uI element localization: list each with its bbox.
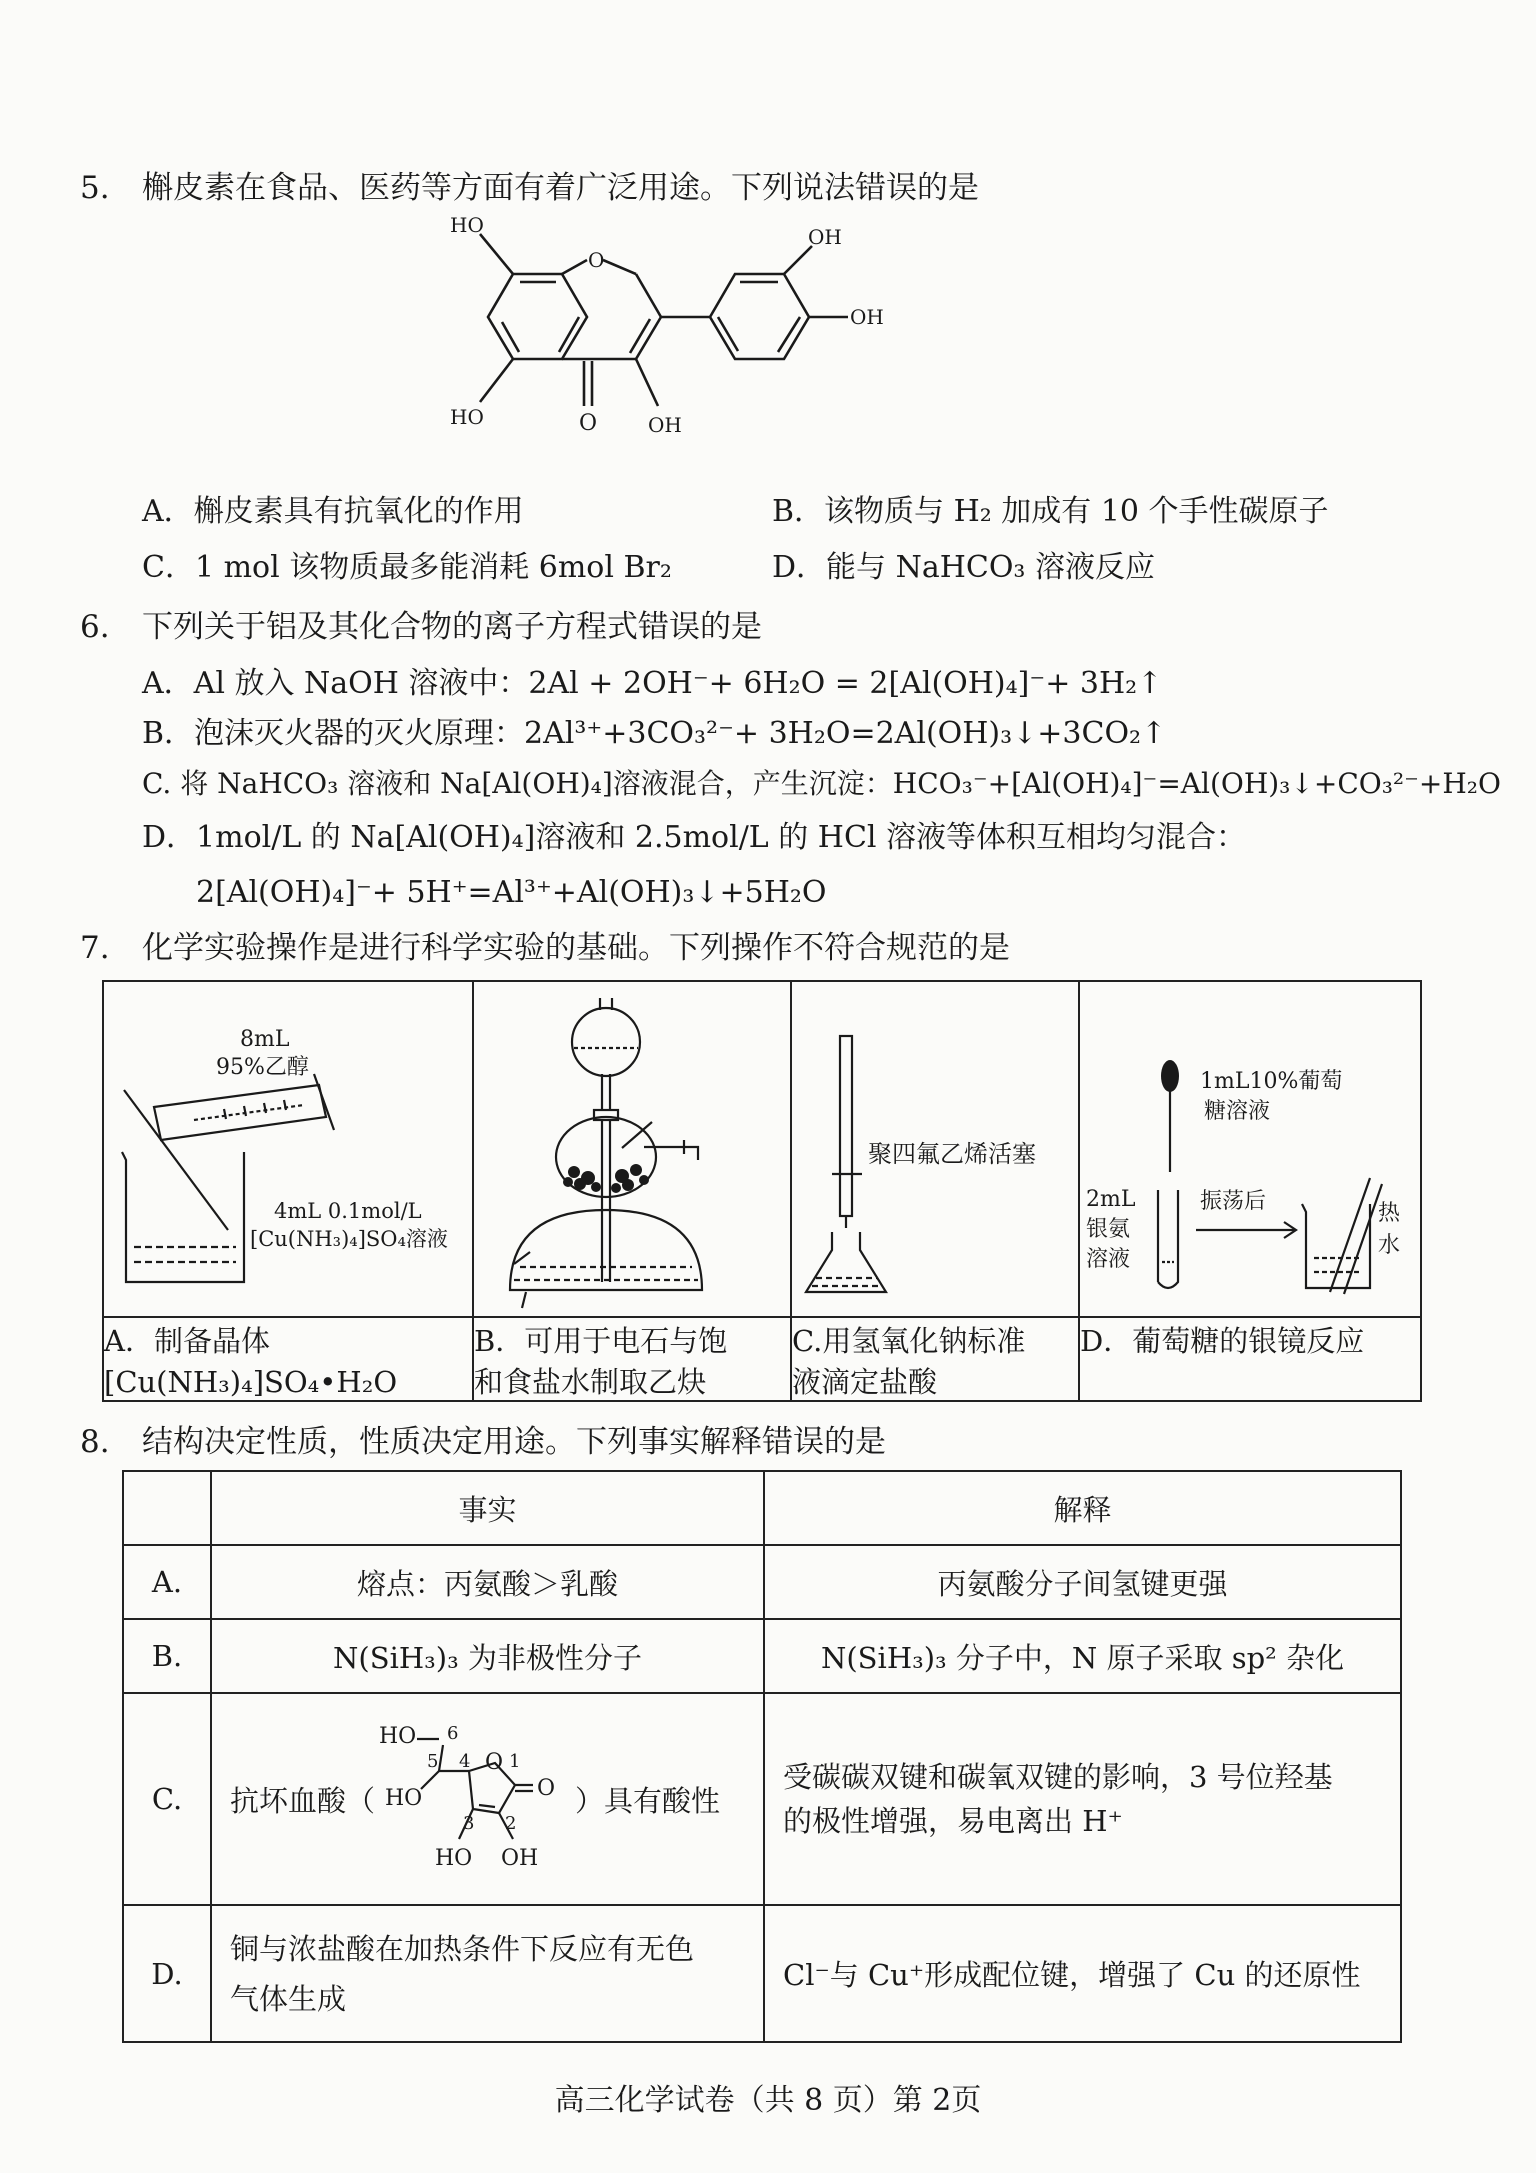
q8-table bbox=[122, 1470, 1402, 2043]
svg-text:3: 3 bbox=[463, 1813, 475, 1834]
q5-option-c: C．1 mol 该物质最多能消耗 6mol Br₂ bbox=[142, 550, 672, 585]
q6-option-b: B．泡沫灭火器的灭火原理：2Al³⁺+3CO₃²⁻+ 3H₂O=2Al(OH)₃↓+3CO₂↑ bbox=[142, 716, 1167, 751]
q5-option-d: D．能与 NaHCO₃ 溶液反应 bbox=[772, 550, 1155, 585]
oh-label: OH bbox=[808, 225, 842, 249]
svg-text:1mL10%葡萄: 1mL10%葡萄 bbox=[1200, 1069, 1343, 1094]
ho-label: HO bbox=[450, 213, 484, 237]
figure-b-cell bbox=[473, 981, 791, 1317]
table-row: A. 熔点：丙氨酸＞乳酸 丙氨酸分子间氢键更强 bbox=[123, 1545, 1401, 1619]
q6-option-d-equation: 2[Al(OH)₄]⁻+ 5H⁺=Al³⁺+Al(OH)₃↓+5H₂O bbox=[196, 875, 827, 910]
svg-text:热: 热 bbox=[1378, 1201, 1401, 1226]
q5-option-a: A．槲皮素具有抗氧化的作用 bbox=[142, 494, 524, 529]
svg-text:HO: HO bbox=[385, 1786, 423, 1811]
header-fact: 事实 bbox=[211, 1471, 764, 1545]
svg-text:2: 2 bbox=[505, 1813, 517, 1834]
q8-stem: 8. 结构决定性质，性质决定用途。下列事实解释错误的是 bbox=[80, 1424, 886, 1460]
figure-d-silver-mirror bbox=[1080, 982, 1418, 1312]
q6-option-a: A．Al 放入 NaOH 溶液中：2Al + 2OH⁻+ 6H₂O = 2[Al(OH)₄]⁻+ 3H₂↑ bbox=[142, 666, 1163, 701]
q5-option-b: B．该物质与 H₂ 加成有 10 个手性碳原子 bbox=[772, 494, 1329, 529]
svg-text:6: 6 bbox=[447, 1723, 459, 1744]
caption-a: A．制备晶体 [Cu(NH₃)₄]SO₄•H₂O bbox=[103, 1317, 473, 1401]
svg-text:聚四氟乙烯活塞: 聚四氟乙烯活塞 bbox=[868, 1140, 1036, 1168]
table-row: B. N(SiH₃)₃ 为非极性分子 N(SiH₃)₃ 分子中，N 原子采取 sp² 杂化 bbox=[123, 1619, 1401, 1693]
svg-text:糖溶液: 糖溶液 bbox=[1204, 1099, 1271, 1124]
svg-text:银氨: 银氨 bbox=[1086, 1217, 1131, 1242]
svg-text:1: 1 bbox=[509, 1751, 521, 1772]
svg-text:[Cu(NH₃)₄]SO₄溶液: [Cu(NH₃)₄]SO₄溶液 bbox=[250, 1227, 448, 1251]
q7-options-table bbox=[102, 980, 1422, 1402]
figure-c-cell bbox=[791, 981, 1079, 1317]
svg-text:水: 水 bbox=[1378, 1233, 1401, 1258]
svg-text:HO: HO bbox=[379, 1724, 417, 1749]
q5-stem: 5. 槲皮素在食品、医药等方面有着广泛用途。下列说法错误的是 bbox=[80, 170, 979, 206]
q6-option-d: D．1mol/L 的 Na[Al(OH)₄]溶液和 2.5mol/L 的 HCl 溶液等体积互相均匀混合： bbox=[142, 820, 1247, 855]
figure-b-acetylene-generator bbox=[474, 982, 788, 1312]
explain-ascorbic-acid: 受碳碳双键和碳氧双键的影响，3 号位羟基 的极性增强，易电离出 H⁺ bbox=[764, 1693, 1401, 1905]
svg-text:O: O bbox=[537, 1776, 556, 1801]
caption-d: D．葡萄糖的银镜反应 bbox=[1079, 1317, 1421, 1401]
svg-text:HO: HO bbox=[435, 1846, 473, 1871]
figure-c-titration bbox=[792, 982, 1076, 1312]
caption-c: C.用氢氧化钠标准 液滴定盐酸 bbox=[791, 1317, 1079, 1401]
svg-text:4mL 0.1mol/L: 4mL 0.1mol/L bbox=[274, 1199, 422, 1223]
svg-text:振荡后: 振荡后 bbox=[1200, 1189, 1267, 1214]
table-row: D. 铜与浓盐酸在加热条件下反应有无色 气体生成 Cl⁻与 Cu⁺形成配位键，增强了 Cu 的还原性 bbox=[123, 1905, 1401, 2042]
caption-b: B．可用于电石与饱 和食盐水制取乙炔 bbox=[473, 1317, 791, 1401]
fact-ascorbic-acid: 抗坏血酸（ HO 6 5 4 O 1 HO O 3 2 HO OH ）具有酸性 bbox=[211, 1693, 764, 1905]
ascorbic-acid-structure bbox=[375, 1709, 575, 1889]
q7-stem: 7. 化学实验操作是进行科学实验的基础。下列操作不符合规范的是 bbox=[80, 930, 1010, 966]
svg-text:2mL: 2mL bbox=[1086, 1187, 1136, 1212]
svg-text:4: 4 bbox=[459, 1751, 471, 1772]
svg-text:8mL: 8mL bbox=[240, 1027, 290, 1052]
ring-o-label: O bbox=[588, 248, 605, 272]
o-label: O bbox=[579, 411, 598, 436]
oh-label: OH bbox=[648, 413, 682, 437]
svg-text:5: 5 bbox=[427, 1751, 439, 1772]
page-footer: 高三化学试卷（共 8 页）第 2页 bbox=[554, 2083, 982, 2118]
svg-text:溶液: 溶液 bbox=[1086, 1247, 1131, 1272]
header-explain: 解释 bbox=[764, 1471, 1401, 1545]
svg-text:O: O bbox=[485, 1750, 504, 1775]
figure-a-crystal-prep bbox=[104, 982, 470, 1312]
figure-d-cell bbox=[1079, 981, 1421, 1317]
q6-stem: 6. 下列关于铝及其化合物的离子方程式错误的是 bbox=[80, 609, 762, 645]
svg-text:95%乙醇: 95%乙醇 bbox=[216, 1055, 309, 1080]
table-row: C. 抗坏血酸（ HO 6 5 4 O 1 HO O 3 2 HO OH ）具有酸性 受碳碳双键和碳氧双键的影响，3 号位羟基 的极性增强，易电离出 H⁺ bbox=[123, 1693, 1401, 1905]
svg-text:OH: OH bbox=[501, 1846, 539, 1871]
quercetin-structure bbox=[420, 210, 980, 485]
header-blank bbox=[123, 1471, 211, 1545]
q6-option-c: C. 将 NaHCO₃ 溶液和 Na[Al(OH)₄]溶液混合，产生沉淀：HCO₃⁻+[Al(OH)₄]⁻=Al(OH)₃↓+CO₃²⁻+H₂O bbox=[142, 767, 1501, 800]
oh-label: OH bbox=[850, 305, 884, 329]
ho-label: HO bbox=[450, 405, 484, 429]
figure-a-cell bbox=[103, 981, 473, 1317]
